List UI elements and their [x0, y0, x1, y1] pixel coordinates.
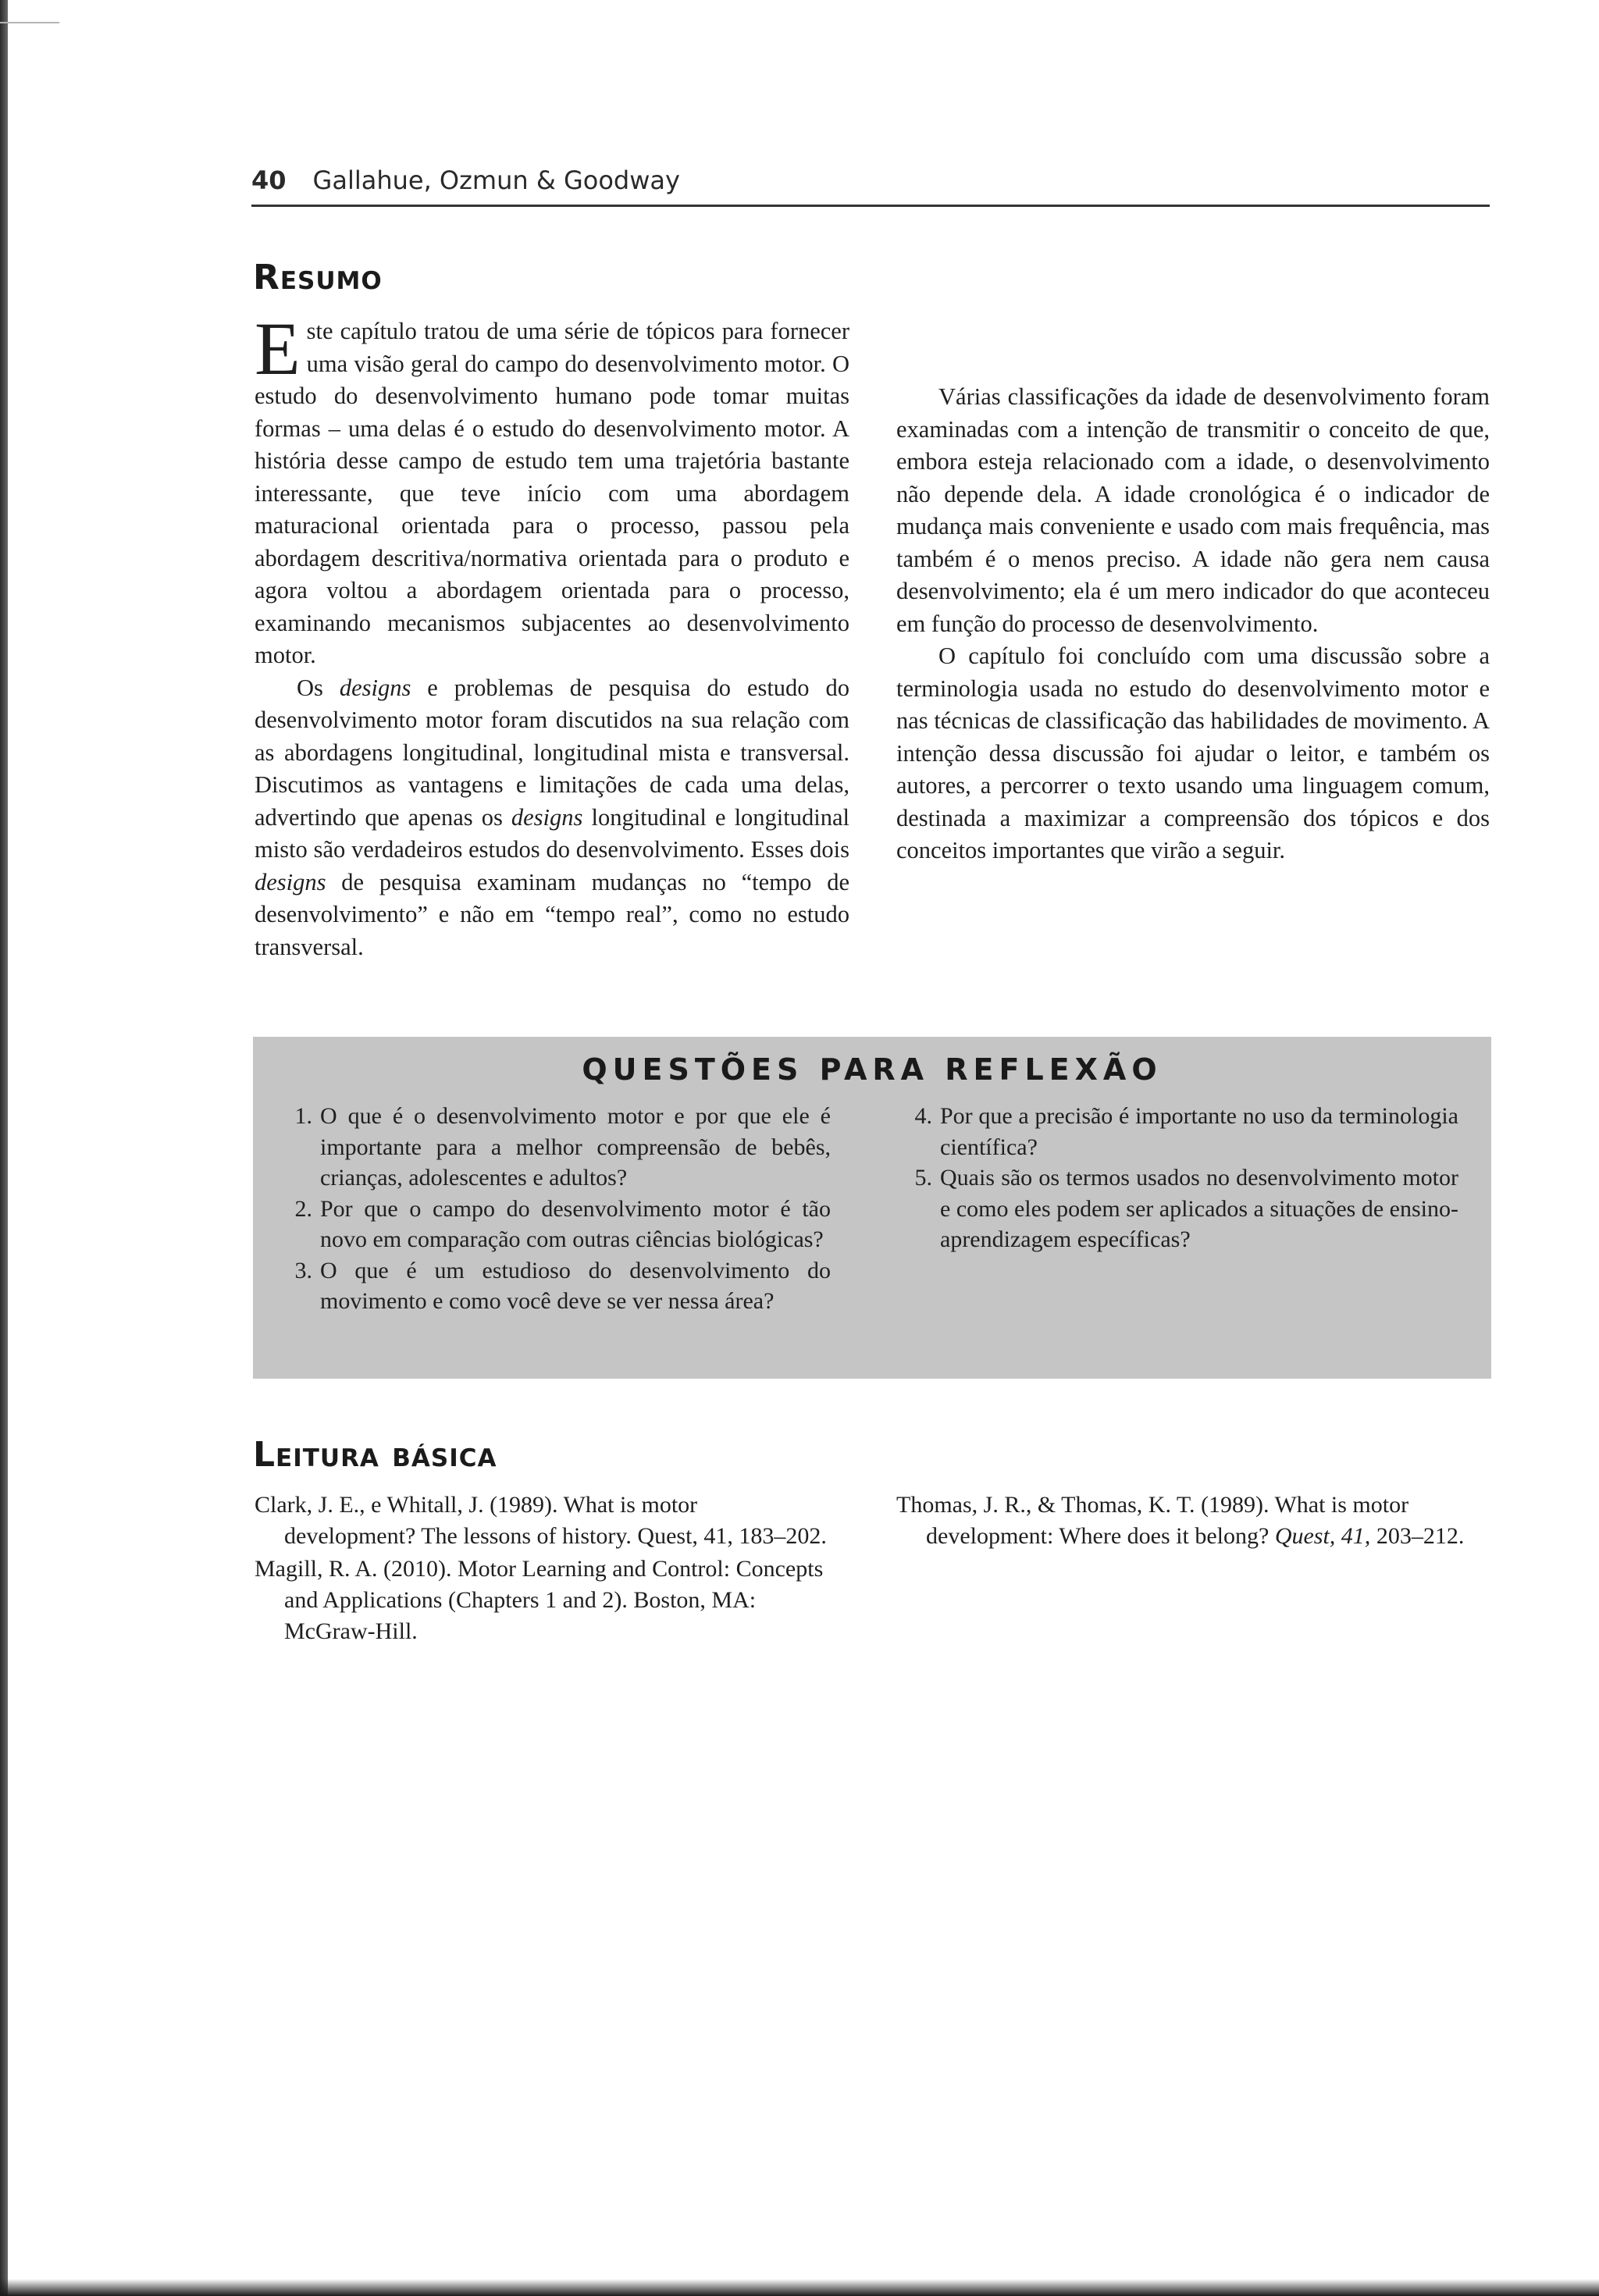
question-number: 1. [294, 1103, 312, 1129]
resumo-column-left [255, 307, 849, 963]
question-number: 3. [294, 1257, 312, 1283]
reference-pages: 203–212. [1370, 1523, 1465, 1549]
section-heading-resumo: Resumo [253, 258, 383, 297]
page-number: 40 [251, 166, 287, 195]
resumo-paragraph-1-text: ste capítulo tratou de uma série de tópicos para fornecer uma visão geral do campo do desenvolvimento motor. O estudo do desenvolvimento humano pode tomar muitas formas – uma delas é o estudo do desenvolvimento motor. A história desse campo de estudo tem uma trajetória bastante interessante, que teve início com uma abordagem maturacional orientada para o processo, passou pela abordagem descritiva/normativa orientada para o produto e agora voltou a abordagem orientada para o processo, examinando mecanismos subjacentes ao desenvolvimento motor. [255, 318, 849, 668]
questions-column-right [904, 1101, 1458, 1255]
resumo-column-right [896, 315, 1490, 867]
references-column-left [255, 1490, 832, 1647]
question-number: 2. [294, 1195, 312, 1222]
references-column-right [896, 1490, 1490, 1552]
question-text: Por que a precisão é importante no uso da terminologia científica? [940, 1103, 1458, 1160]
scan-corner-mark [0, 22, 59, 23]
question-item-3 [284, 1255, 831, 1317]
reference-item: Clark, J. E., e Whitall, J. (1989). What is motor development? The lessons of history. Quest, 41, 183–202. [255, 1492, 827, 1549]
header-authors: Gallahue, Ozmun & Goodway [312, 166, 680, 195]
questions-title: QUESTÕES PARA REFLEXÃO [582, 1052, 1163, 1087]
section-heading-leitura: Leitura básica [253, 1435, 497, 1475]
resumo-p2-d: de pesquisa examinam mudanças no “tempo de desenvolvimento” e não em “tempo real”, como no estudo transversal. [255, 868, 849, 960]
resumo-p2-italic-2: designs [511, 803, 583, 831]
question-item-1 [284, 1101, 831, 1194]
question-item-2 [284, 1194, 831, 1255]
question-number: 4. [914, 1103, 932, 1129]
resumo-paragraph-2 [255, 672, 849, 964]
questions-box [253, 1037, 1491, 1379]
question-item-4 [904, 1101, 1458, 1162]
reference-item [896, 1490, 1490, 1552]
question-text: Quais são os termos usados no desenvolvimento motor e como eles podem ser aplicados a situações de ensino-aprendizagem específicas? [940, 1165, 1458, 1252]
question-text: O que é um estudioso do desenvolvimento do movimento e como você deve se ver nessa área? [320, 1257, 831, 1314]
resumo-p2-italic-1: designs [339, 674, 411, 701]
reference-text: Thomas, J. R., & Thomas, K. T. (1989). What is motor development: Where does it belong? [896, 1492, 1409, 1549]
question-text: O que é o desenvolvimento motor e por que ele é importante para a melhor compreensão de bebês, crianças, adolescentes e adultos? [320, 1103, 831, 1191]
resumo-p2-c: longitudinal e longitudinal misto são verdadeiros estudos do desenvolvimento. Esses dois [255, 803, 849, 863]
running-header [251, 166, 1490, 207]
reference-journal-italic: Quest, 41, [1274, 1523, 1371, 1549]
resumo-p2-italic-3: designs [255, 868, 326, 895]
resumo-paragraph-1 [255, 307, 849, 672]
resumo-paragraph-4: O capítulo foi concluído com uma discussão sobre a terminologia usada no estudo do desenvolvimento motor e nas técnicas de classificação das habilidades de movimento. A intenção dessa discussão foi ajudar o leitor, e também os autores, a percorrer o texto usando uma linguagem comum, destinada a maximizar a compreensão dos tópicos e dos conceitos importantes que virão a seguir. [896, 643, 1490, 863]
resumo-p2-b: e problemas de pesquisa do estudo do desenvolvimento motor foram discutidos na sua relação com as abordagens longitudinal, longitudinal mista e transversal. Discutimos as vantagens e limitações de cada uma delas, advertindo que apenas os [255, 674, 849, 831]
question-number: 5. [914, 1165, 932, 1191]
question-item-5 [904, 1162, 1458, 1255]
drop-cap: E [255, 307, 301, 390]
page-binding-edge [0, 0, 8, 2296]
reference-item: Magill, R. A. (2010). Motor Learning and Control: Concepts and Applications (Chapters 1 and 2). Boston, MA: McGraw-Hill. [255, 1556, 824, 1644]
question-text: Por que o campo do desenvolvimento motor é tão novo em comparação com outras ciências biológicas? [320, 1195, 831, 1252]
scan-bottom-edge [0, 2279, 1599, 2296]
questions-column-left [284, 1101, 831, 1317]
resumo-p2-a: Os [297, 674, 340, 701]
resumo-paragraph-3: Várias classificações da idade de desenvolvimento foram examinadas com a intenção de transmitir o conceito de que, embora esteja relacionado com a idade, o desenvolvimento não depende dela. A idade cronológica é o indicador de mudança mais conveniente e usado com mais frequência, mas também é o menos preciso. A idade não gera nem causa desenvolvimento; ela é um mero indicador do que aconteceu em função do processo de desenvolvimento. [896, 383, 1490, 637]
